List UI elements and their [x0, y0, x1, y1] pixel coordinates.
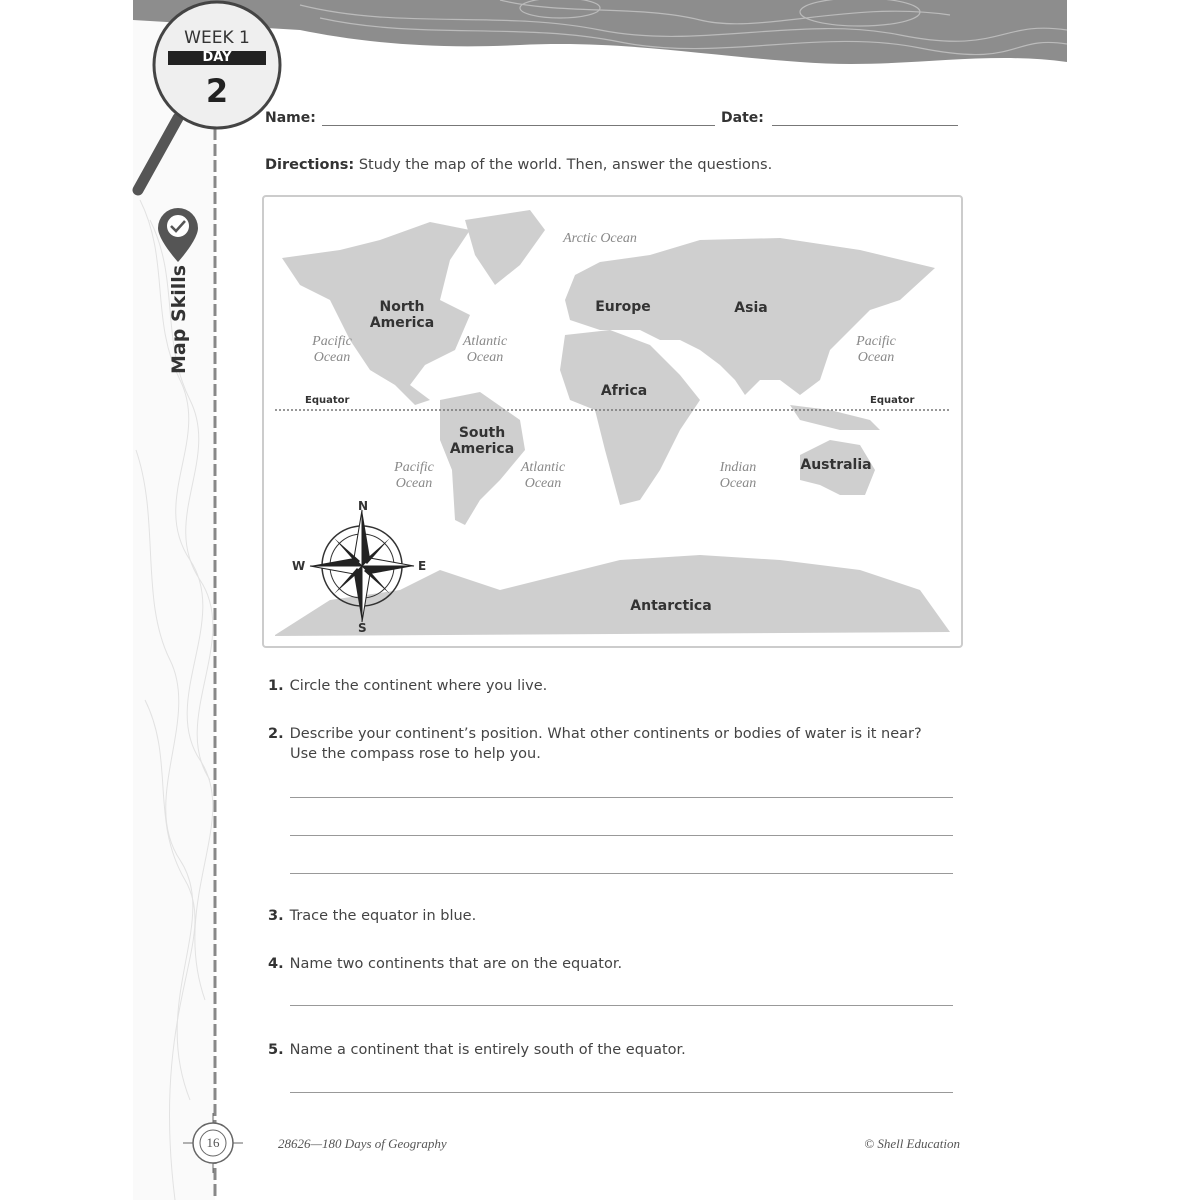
answer-line-2a[interactable] — [290, 797, 953, 798]
ocean-atlantic-s: Atlantic Ocean — [520, 460, 566, 491]
name-field[interactable] — [322, 125, 715, 126]
copyright: © Shell Education — [864, 1136, 960, 1151]
equator-label-east: Equator — [870, 395, 915, 406]
book-title: 28626—180 Days of Geography — [278, 1136, 447, 1151]
answer-line-4[interactable] — [290, 1005, 953, 1006]
label-africa: Africa — [600, 383, 648, 399]
question-number: 2. — [268, 726, 284, 742]
question-number: 1. — [268, 678, 284, 694]
label-australia: Australia — [800, 457, 872, 473]
question-text-continued: Use the compass rose to help you. — [290, 746, 541, 762]
compass-e: E — [418, 559, 427, 573]
directions-text: Study the map of the world. Then, answer the questions. — [358, 157, 773, 173]
question-number: 3. — [268, 908, 284, 924]
ocean-pacific-nw: Pacific Ocean — [312, 334, 352, 365]
date-field[interactable] — [772, 125, 958, 126]
equator-label-west: Equator — [305, 395, 350, 406]
day-label: DAY — [168, 51, 266, 65]
question-number: 4. — [268, 956, 284, 972]
answer-line-5[interactable] — [290, 1092, 953, 1093]
answer-line-2b[interactable] — [290, 835, 953, 836]
name-label: Name: — [265, 110, 316, 126]
answer-line-2c[interactable] — [290, 873, 953, 874]
question-text: Name two continents that are on the equator. — [289, 956, 623, 972]
directions-label: Directions: — [265, 157, 355, 173]
question-1 — [268, 676, 547, 696]
compass-n: N — [358, 499, 369, 513]
label-antarctica: Antarctica — [630, 598, 712, 614]
section-title: Map Skills — [168, 264, 190, 374]
question-4 — [268, 954, 622, 974]
label-asia: Asia — [734, 300, 768, 316]
label-europe: Europe — [595, 299, 651, 315]
question-text: Name a continent that is entirely south of the equator. — [289, 1042, 686, 1058]
ocean-pacific-e: Pacific Ocean — [856, 334, 896, 365]
question-number: 5. — [268, 1042, 284, 1058]
question-3 — [268, 906, 476, 926]
compass-s: S — [358, 621, 367, 635]
label-south-america: South America — [449, 425, 515, 457]
question-5 — [268, 1040, 686, 1060]
ocean-pacific-s: Pacific Ocean — [394, 460, 434, 491]
compass-w: W — [292, 559, 306, 573]
page-number: 16 — [206, 1135, 220, 1150]
date-label: Date: — [721, 110, 764, 126]
question-text: Describe your continent’s position. What other continents or bodies of water is it near? — [289, 726, 922, 742]
label-north-america: North America — [369, 299, 435, 331]
day-number: 2 — [205, 72, 229, 110]
ocean-indian: Indian Ocean — [719, 460, 757, 491]
question-2 — [268, 724, 922, 764]
ocean-arctic: Arctic Ocean — [563, 231, 637, 246]
ocean-atlantic-n: Atlantic Ocean — [462, 334, 508, 365]
question-text: Trace the equator in blue. — [289, 908, 477, 924]
question-text: Circle the continent where you live. — [289, 678, 548, 694]
week-label: WEEK 1 — [184, 28, 250, 48]
directions — [265, 157, 772, 173]
